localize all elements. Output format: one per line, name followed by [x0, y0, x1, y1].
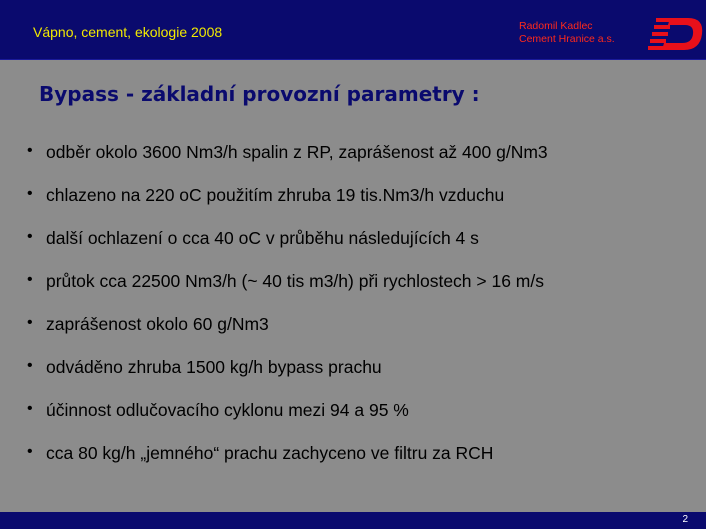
bullet-icon: • — [27, 400, 33, 417]
author-block — [519, 20, 615, 46]
bullet-text: zaprášenost okolo 60 g/Nm3 — [46, 314, 269, 334]
bullet-text: chlazeno na 220 oC použitím zhruba 19 tis.Nm3/h vzduchu — [46, 185, 505, 205]
author-name: Radomil Kadlec — [519, 20, 593, 32]
bullet-text: cca 80 kg/h „jemného“ prachu zachyceno ve filtru za RCH — [46, 443, 494, 463]
page-number: 2 — [682, 514, 688, 525]
list-item — [27, 142, 687, 185]
list-item — [27, 314, 687, 357]
list-item — [27, 357, 687, 400]
conference-title: Vápno, cement, ekologie 2008 — [33, 24, 223, 40]
bullet-icon: • — [27, 443, 33, 460]
bullet-list — [27, 142, 687, 486]
bullet-text: odběr okolo 3600 Nm3/h spalin z RP, zaprášenost až 400 g/Nm3 — [46, 142, 548, 162]
list-item — [27, 400, 687, 443]
header-bar — [0, 0, 706, 60]
bullet-icon: • — [27, 185, 33, 202]
bullet-text: odváděno zhruba 1500 kg/h bypass prachu — [46, 357, 382, 377]
list-item — [27, 228, 687, 271]
bullet-text: účinnost odlučovacího cyklonu mezi 94 a 95 % — [46, 400, 409, 420]
list-item — [27, 443, 687, 486]
footer-bar — [0, 512, 706, 529]
bullet-icon: • — [27, 228, 33, 245]
slide-title: Bypass - základní provozní parametry : — [39, 82, 480, 106]
bullet-icon: • — [27, 314, 33, 331]
company-d-logo-icon — [648, 14, 706, 58]
bullet-icon: • — [27, 142, 33, 159]
list-item — [27, 185, 687, 228]
bullet-text: průtok cca 22500 Nm3/h (~ 40 tis m3/h) při rychlostech > 16 m/s — [46, 271, 544, 291]
bullet-icon: • — [27, 357, 33, 374]
bullet-icon: • — [27, 271, 33, 288]
bullet-text: další ochlazení o cca 40 oC v průběhu následujících 4 s — [46, 228, 479, 248]
author-company: Cement Hranice a.s. — [519, 33, 615, 45]
list-item — [27, 271, 687, 314]
